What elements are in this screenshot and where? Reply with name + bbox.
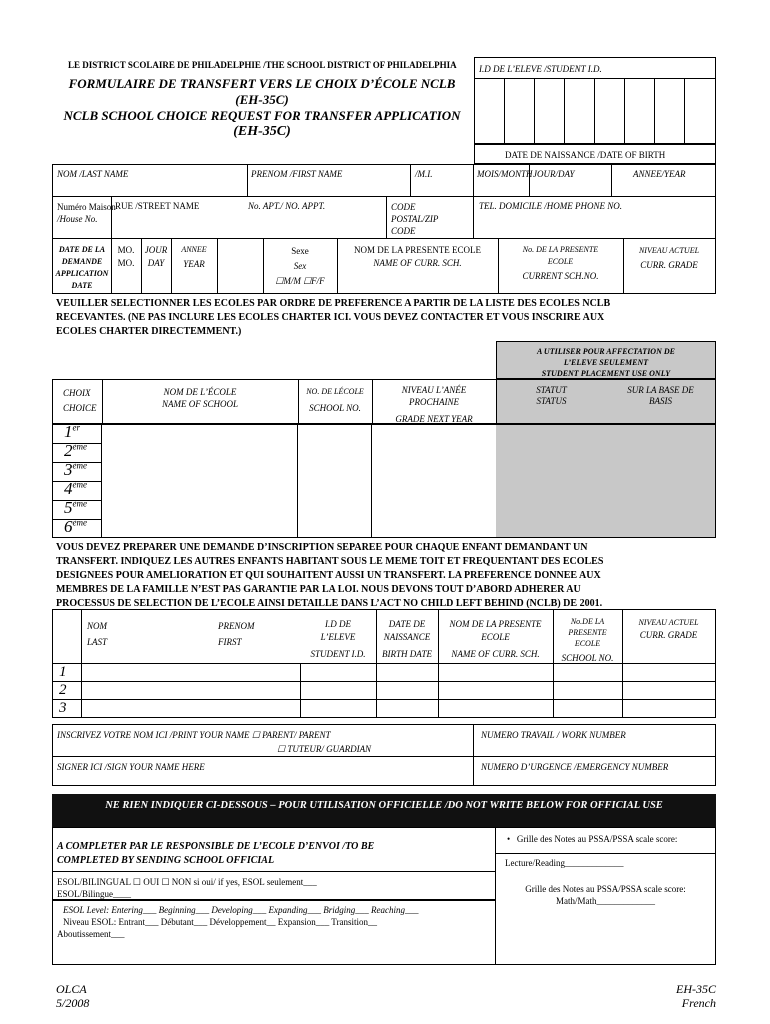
current-grade-label <box>623 244 715 272</box>
instr2-line2: TRANSFERT. INDIQUEZ LES AUTRES ENFANTS HABITANT SOUS LE MEME TOIT ET FREQUENTANT DES ECOLES <box>56 556 604 567</box>
level-line1: ESOL Level: Entering___ Beginning___ Developing___ Expanding___ Bridging___ Reaching___ <box>63 905 419 915</box>
sib-row-1: 1 <box>59 664 67 680</box>
placement-label <box>497 346 715 379</box>
app-date-line2: DEMANDE <box>61 257 103 266</box>
choice-row-3-num: 3 <box>64 460 73 479</box>
jour-label <box>141 244 171 270</box>
status-line: STATUS <box>536 396 567 406</box>
house-no-label <box>57 201 116 225</box>
esol-line1: ESOL/BILINGUAL ☐ OUI ☐ NON si oui/ if yes, ESOL seulement___ <box>57 877 317 887</box>
pssa-reading-text: Grille des Notes au PSSA/PSSA scale score: <box>516 834 678 844</box>
official-use-section <box>52 827 716 965</box>
reading-score-field[interactable]: Lecture/Reading_____________ <box>505 858 624 868</box>
sib-dob-line2: NAISSANCE <box>383 632 431 642</box>
choice-row-3[interactable] <box>64 460 87 480</box>
placement-line1: A UTILISER POUR AFFECTATION DE <box>537 347 675 356</box>
footer-date: 5/2008 <box>56 996 90 1010</box>
sib-first-label <box>218 618 255 650</box>
choice-row-1[interactable] <box>64 422 80 442</box>
title-fr: FORMULAIRE DE TRANSFERT VERS LE CHOIX D’ÉCOLE NCLB <box>68 76 456 91</box>
choice-table-header <box>52 379 716 424</box>
school-name-line2: NAME OF SCHOOL <box>162 399 238 409</box>
dob-label: DATE DE NAISSANCE /DATE OF BIRTH <box>505 150 666 160</box>
sib-row-2: 2 <box>59 682 67 698</box>
sib-school-no-label <box>553 616 622 664</box>
house-no-line2: /House No. <box>57 214 98 224</box>
sib-sch-line2: ECOLE <box>481 632 510 642</box>
sib-id-line2: L’ELEVE <box>320 632 356 642</box>
annee-label <box>171 242 217 272</box>
choice-row-6-num: 6 <box>64 517 73 536</box>
current-school-no-label <box>498 244 623 282</box>
placement-line3: STUDENT PLACEMENT USE ONLY <box>541 369 671 378</box>
instr1-line2: RECEVANTES. (NE PAS INCLURE LES ECOLES CHARTER ICI. VOUS DEVEZ CONTACTER ET VOUS INSCRIRE AUX <box>56 312 605 323</box>
sib-prenom-line: PRENOM <box>218 621 255 631</box>
year-label: ANNEE/YEAR <box>633 169 686 179</box>
sex-label <box>263 244 337 289</box>
footer-olca: OLCA <box>56 982 87 996</box>
sib-nom-line: NOM <box>87 621 107 631</box>
code-2: (EH-35C) <box>233 124 291 139</box>
complete-line1: A COMPLETER PAR LE RESPONSIBLE DE L’ECOLE D’ENVOI /TO BE <box>57 841 375 852</box>
title-en: NCLB SCHOOL CHOICE REQUEST FOR TRANSFER APPLICATION <box>63 108 461 123</box>
sib-no-line1: No.DE LA <box>570 617 605 626</box>
sign-label[interactable]: SIGNER ICI /SIGN YOUR NAME HERE <box>57 762 205 772</box>
street-label: RUE /STREET NAME <box>115 201 200 211</box>
sib-sch-line1: NOM DE LA PRESENTE <box>449 619 542 629</box>
application-date-label <box>53 244 111 292</box>
student-info-table <box>52 164 716 294</box>
sex-checkboxes[interactable]: ☐M/M ☐F/F <box>275 276 325 286</box>
annee-line2: YEAR <box>183 259 205 269</box>
choice-row-2-num: 2 <box>64 441 73 460</box>
sib-no-line4: SCHOOL NO. <box>561 653 614 663</box>
zip-line1: CODE <box>391 202 416 212</box>
math-score-field: Math/Math_____________ <box>556 896 655 906</box>
home-phone-label: TEL. DOMICILE /HOME PHONE NO. <box>479 201 622 211</box>
mi-label: /M.I. <box>415 169 433 179</box>
jour-line2: DAY <box>147 258 165 268</box>
basis-line1: SUR LA BASE DE <box>627 385 694 395</box>
esol-bilingual-field[interactable] <box>57 876 317 900</box>
sending-official-label <box>57 840 374 868</box>
instr2-line5: PROCESSUS DE SELECTION DE L’ECOLE AINSI DETAILLE DANS L’ACT NO CHILD LEFT BEHIND (NCLB) DE 2001. <box>56 598 603 609</box>
district-name: LE DISTRICT SCOLAIRE DE PHILADELPHIE /THE SCHOOL DISTRICT OF PHILADELPHIA <box>68 60 457 70</box>
choice-row-5-suffix: ème <box>72 498 87 509</box>
esol-level-field[interactable] <box>57 904 419 940</box>
school-no-line2: SCHOOL NO. <box>309 403 361 413</box>
instr1-line1: VEUILLER SELECTIONNER LES ECOLES PAR ORDRE DE PREFERENCE A PARTIR DE LA LISTE DES ECOLES NCLB <box>56 298 611 309</box>
sibling-instructions <box>56 541 603 611</box>
sex-line: Sex <box>293 261 307 271</box>
complete-line2: COMPLETED BY SENDING SCHOOL OFFICIAL <box>57 855 275 866</box>
sib-dob-line3: BIRTH DATE <box>382 649 432 659</box>
choice-row-4-num: 4 <box>64 479 73 498</box>
curr-no-line1: No. DE LA PRESENTE <box>522 245 599 254</box>
pssa-math-field[interactable] <box>496 883 715 907</box>
zip-line3: CODE <box>391 226 416 236</box>
choice-row-4[interactable] <box>64 479 87 499</box>
official-banner-text: NE RIEN INDIQUER CI-DESSOUS – POUR UTILISATION OFFICIELLE /DO NOT WRITE BELOW FOR OFFICIAL USE <box>105 800 663 811</box>
signature-block <box>52 724 716 786</box>
app-date-line1: DATE DE LA <box>58 245 106 254</box>
choice-row-5-num: 5 <box>64 498 73 517</box>
instr1-line3: ECOLES CHARTER DIRECTEMMENT.) <box>56 326 242 337</box>
annee-line1: ANNEE <box>181 245 207 254</box>
grade-next-line1: NIVEAU L’ANÉE <box>401 385 467 395</box>
pssa-reading-label <box>507 834 677 844</box>
choice-row-2[interactable] <box>64 441 87 461</box>
footer-right <box>660 982 716 1010</box>
instr2-line3: DESIGNEES POUR AMELIORATION ET QUI SOUHAITENT AUSSI UN TRANSFERT. LA PREFERENCE DONNEE AUX <box>56 570 601 581</box>
curr-school-line2: NAME OF CURR. SCH. <box>373 258 462 268</box>
day-label: JOUR/DAY <box>533 169 575 179</box>
sib-id-line3: STUDENT I.D. <box>310 649 366 659</box>
work-number-label: NUMERO TRAVAIL / WORK NUMBER <box>481 730 626 740</box>
current-school-label <box>337 244 498 270</box>
sib-id-label <box>300 618 376 661</box>
basis-line2: BASIS <box>649 396 672 406</box>
mo-line2: MO. <box>117 258 135 268</box>
instr2-line1: VOUS DEVEZ PREPARER UNE DEMANDE D’INSCRIPTION SEPAREE POUR CHAQUE ENFANT DEMANDANT UN <box>56 542 588 553</box>
app-date-line3: APPLICATION <box>55 269 109 278</box>
sib-last-label <box>87 618 107 650</box>
footer-code: EH-35C <box>676 982 716 996</box>
bullet-icon: • <box>507 834 517 844</box>
sib-dob-label <box>376 618 438 661</box>
code-1: (EH-35C) <box>235 92 289 107</box>
student-id-box[interactable] <box>474 57 716 144</box>
pssa-math-text: Grille des Notes au PSSA/PSSA scale score: <box>525 884 686 894</box>
footer-left <box>56 982 89 1010</box>
sib-row-3: 3 <box>59 700 67 716</box>
grade-next-line3: GRADE NEXT YEAR <box>395 414 473 424</box>
app-date-line4: DATE <box>71 281 93 290</box>
zip-label <box>391 201 438 237</box>
grade-next-line2: PROCHAINE <box>409 397 459 407</box>
school-no-line1: NO. DE LÉCOLE <box>306 387 364 396</box>
status-col-label <box>497 385 606 407</box>
instr2-line4: MEMBRES DE LA FAMILLE N’EST PAS GARANTIE PAR LA LOI. NOUS DEVONS TOUT D’ABORD ADHERER AU <box>56 584 581 595</box>
esol-line2: ESOL/Bilingue____ <box>57 889 131 899</box>
basis-col-label <box>606 385 715 407</box>
choice-row-1-num: 1 <box>64 422 73 441</box>
first-name-label: PRENOM /FIRST NAME <box>251 169 343 179</box>
sib-last-line: LAST <box>87 637 108 647</box>
curr-no-line2: ECOLE <box>547 257 574 266</box>
sib-gr-line1: NIVEAU ACTUEL <box>638 618 699 627</box>
siblings-table <box>52 609 716 718</box>
last-name-label: NOM /LAST NAME <box>57 169 129 179</box>
level-line2: Niveau ESOL: Entrant___ Débutant___ Développement__ Expansion___ Transition__ <box>63 917 377 927</box>
choix-line: CHOIX <box>63 388 91 398</box>
school-name-line1: NOM DE L’ÉCOLE <box>163 387 237 397</box>
mo-line1: MO. <box>117 245 135 255</box>
choice-row-5[interactable] <box>64 498 87 518</box>
dob-header <box>474 144 716 164</box>
choice-col-label <box>63 386 97 416</box>
school-no-col-label <box>298 384 372 416</box>
choice-line: CHOICE <box>63 403 97 413</box>
grade-line2: CURR. GRADE <box>640 260 698 270</box>
guardian-checkbox[interactable]: ☐ TUTEUR/ GUARDIAN <box>277 744 372 754</box>
choice-row-3-suffix: ème <box>72 460 87 471</box>
form-title <box>52 76 472 140</box>
selection-instructions <box>56 297 610 339</box>
sexe-line: Sexe <box>291 246 309 256</box>
print-name-label[interactable]: INSCRIVEZ VOTRE NOM ICI /PRINT YOUR NAME ☐ PARENT/ PARENT <box>57 730 331 740</box>
placement-use-header <box>496 341 716 379</box>
grade-line1: NIVEAU ACTUEL <box>638 246 700 255</box>
month-label: MOIS/MONTH <box>477 169 533 179</box>
curr-no-line3: CURRENT SCH.NO. <box>522 271 599 281</box>
curr-school-line1: NOM DE LA PRESENTE ECOLE <box>354 245 481 255</box>
sib-sch-line3: NAME OF CURR. SCH. <box>451 649 540 659</box>
choice-row-2-suffix: ème <box>72 441 87 452</box>
choice-row-4-suffix: ème <box>72 479 87 490</box>
zip-line2: POSTAL/ZIP <box>391 214 439 224</box>
emergency-number-label: NUMERO D’URGENCE /EMERGENCY NUMBER <box>481 762 669 772</box>
footer-lang: French <box>681 996 716 1010</box>
choice-row-6[interactable] <box>64 517 87 537</box>
choice-row-1-suffix: er <box>72 422 80 433</box>
house-no-line1: Numéro Maison <box>57 202 116 212</box>
official-use-banner <box>52 794 716 827</box>
statut-line: STATUT <box>536 385 567 395</box>
choice-row-6-suffix: ème <box>72 517 87 528</box>
sib-row-numbers <box>59 663 67 717</box>
grade-next-col-label <box>372 384 496 425</box>
jour-line1: JOUR <box>144 245 168 255</box>
sib-grade-label <box>622 616 715 642</box>
level-line3: Aboutissement___ <box>57 929 125 939</box>
mo-label <box>111 244 141 270</box>
apt-label: No. APT./ NO. APPT. <box>248 201 326 211</box>
sib-gr-line2: CURR. GRADE <box>639 630 698 640</box>
choice-table-body <box>52 424 716 538</box>
sib-id-line1: I.D DE <box>325 619 351 629</box>
placement-line2: L’ELEVE SEULEMENT <box>563 358 649 367</box>
school-name-col-label <box>102 386 298 410</box>
sib-first-line: FIRST <box>218 637 242 647</box>
sib-school-label <box>438 618 553 661</box>
sib-no-line2: PRESENTE <box>568 628 607 637</box>
sib-dob-line1: DATE DE <box>388 619 426 629</box>
student-id-label: I.D DE L’ELEVE /STUDENT I.D. <box>479 64 602 74</box>
sib-no-line3: ECOLE <box>574 639 601 648</box>
